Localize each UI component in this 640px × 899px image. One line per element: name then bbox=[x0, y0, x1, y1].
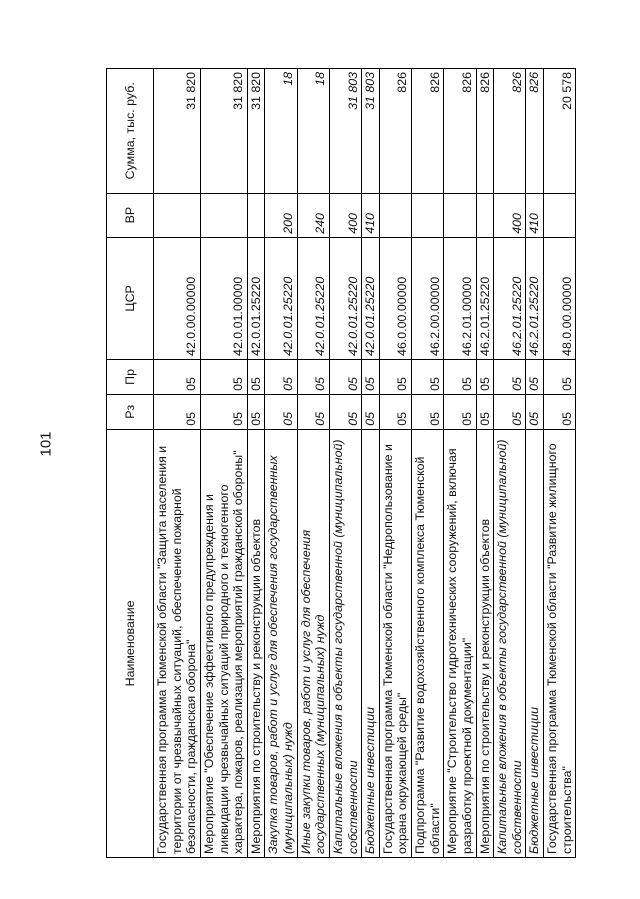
cell-pr: 05 bbox=[200, 359, 247, 394]
cell-pr: 05 bbox=[362, 359, 380, 394]
cell-rz: 05 bbox=[247, 394, 265, 429]
cell-pr: 05 bbox=[444, 359, 476, 394]
cell-csr: 42.0.00.00000 bbox=[154, 237, 201, 359]
cell-csr: 42.0.01.25220 bbox=[297, 237, 329, 359]
table-row bbox=[412, 69, 444, 858]
cell-csr: 46.2.00.00000 bbox=[412, 237, 444, 359]
cell-csr: 46.0.00.00000 bbox=[379, 237, 411, 359]
cell-sum: 826 bbox=[444, 69, 476, 194]
cell-name: Мероприятия по строительству и реконструкции объектов bbox=[247, 429, 265, 857]
cell-name: Закупка товаров, работ и услуг для обеспечения государственных (муниципальных) нужд bbox=[265, 429, 297, 857]
cell-csr: 46.2.01.00000 bbox=[444, 237, 476, 359]
table-row bbox=[444, 69, 476, 858]
cell-csr: 46.2.01.25220 bbox=[526, 237, 544, 359]
cell-pr: 05 bbox=[476, 359, 494, 394]
cell-pr: 05 bbox=[494, 359, 526, 394]
cell-vr: 400 bbox=[494, 193, 526, 237]
page-number: 101 bbox=[37, 431, 55, 457]
cell-rz: 05 bbox=[494, 394, 526, 429]
cell-sum: 826 bbox=[526, 69, 544, 194]
table-row bbox=[265, 69, 297, 858]
cell-vr bbox=[247, 193, 265, 237]
cell-name: Государственная программа Тюменской области "Развитие жилищного строительства" bbox=[544, 429, 576, 857]
cell-csr: 48.0.00.00000 bbox=[544, 237, 576, 359]
cell-csr: 42.0.01.25220 bbox=[265, 237, 297, 359]
cell-csr: 42.0.01.00000 bbox=[200, 237, 247, 359]
cell-csr: 46.2.01.25220 bbox=[476, 237, 494, 359]
cell-name: Государственная программа Тюменской области "Защита населения и территории от чрезвычайных ситуаций, обеспечение пожарной безопасности, гражданская оборона" bbox=[154, 429, 201, 857]
cell-name: Мероприятие "Обеспечение эффективного предупреждения и ликвидации чрезвычайных ситуаций природного и техногенного характера, пожаров, реализация мероприятий гражданской обороны" bbox=[200, 429, 247, 857]
cell-sum: 826 bbox=[476, 69, 494, 194]
table-row bbox=[154, 69, 201, 858]
table-row bbox=[297, 69, 329, 858]
cell-sum: 18 bbox=[265, 69, 297, 194]
cell-vr bbox=[544, 193, 576, 237]
cell-sum: 31 820 bbox=[154, 69, 201, 194]
cell-pr: 05 bbox=[154, 359, 201, 394]
cell-vr bbox=[444, 193, 476, 237]
cell-sum: 31 820 bbox=[247, 69, 265, 194]
cell-rz: 05 bbox=[154, 394, 201, 429]
cell-name: Подпрограмма "Развитие водохозяйственного комплекса Тюменской области" bbox=[412, 429, 444, 857]
table-header-row bbox=[107, 69, 154, 858]
table-row bbox=[329, 69, 361, 858]
table-row bbox=[526, 69, 544, 858]
cell-rz: 05 bbox=[265, 394, 297, 429]
cell-name: Капитальные вложения в объекты государственной (муниципальной) собственности bbox=[329, 429, 361, 857]
cell-pr: 05 bbox=[329, 359, 361, 394]
table-row bbox=[476, 69, 494, 858]
cell-vr bbox=[379, 193, 411, 237]
budget-table bbox=[106, 68, 576, 858]
cell-name: Бюджетные инвестиции bbox=[362, 429, 380, 857]
table-row bbox=[544, 69, 576, 858]
cell-name: Государственная программа Тюменской области "Недропользование и охрана окружающей среды" bbox=[379, 429, 411, 857]
cell-vr bbox=[154, 193, 201, 237]
cell-name: Капитальные вложения в объекты государственной (муниципальной) собственности bbox=[494, 429, 526, 857]
cell-vr: 410 bbox=[526, 193, 544, 237]
cell-sum: 826 bbox=[494, 69, 526, 194]
cell-sum: 20 578 bbox=[544, 69, 576, 194]
cell-name: Мероприятия по строительству и реконструкции объектов bbox=[476, 429, 494, 857]
cell-csr: 46.2.01.25220 bbox=[494, 237, 526, 359]
cell-sum: 18 bbox=[297, 69, 329, 194]
table-row bbox=[494, 69, 526, 858]
cell-pr: 05 bbox=[247, 359, 265, 394]
cell-rz: 05 bbox=[297, 394, 329, 429]
cell-rz: 05 bbox=[362, 394, 380, 429]
table-row bbox=[247, 69, 265, 858]
cell-name: Мероприятие "Строительство гидротехнических сооружений, включая разработку проектной документации" bbox=[444, 429, 476, 857]
cell-pr: 05 bbox=[412, 359, 444, 394]
header-csr: ЦСР bbox=[107, 237, 154, 359]
cell-vr bbox=[200, 193, 247, 237]
cell-vr: 200 bbox=[265, 193, 297, 237]
table-row bbox=[362, 69, 380, 858]
cell-rz: 05 bbox=[379, 394, 411, 429]
cell-sum: 826 bbox=[412, 69, 444, 194]
cell-vr: 240 bbox=[297, 193, 329, 237]
cell-pr: 05 bbox=[544, 359, 576, 394]
cell-pr: 05 bbox=[265, 359, 297, 394]
header-vr: ВР bbox=[107, 193, 154, 237]
cell-name: Иные закупки товаров, работ и услуг для обеспечения государственных (муниципальных) нужд bbox=[297, 429, 329, 857]
table-body bbox=[154, 69, 576, 858]
cell-vr: 400 bbox=[329, 193, 361, 237]
cell-csr: 42.0.01.25220 bbox=[362, 237, 380, 359]
cell-vr bbox=[476, 193, 494, 237]
cell-sum: 826 bbox=[379, 69, 411, 194]
cell-vr: 410 bbox=[362, 193, 380, 237]
cell-sum: 31 820 bbox=[200, 69, 247, 194]
cell-rz: 05 bbox=[476, 394, 494, 429]
cell-csr: 42.0.01.25220 bbox=[247, 237, 265, 359]
header-name: Наименование bbox=[107, 429, 154, 857]
table-row bbox=[379, 69, 411, 858]
cell-csr: 42.0.01.25220 bbox=[329, 237, 361, 359]
header-sum: Сумма, тыс. руб. bbox=[107, 69, 154, 194]
rotated-table-container bbox=[106, 68, 576, 858]
header-pr: Пр bbox=[107, 359, 154, 394]
cell-rz: 05 bbox=[444, 394, 476, 429]
table-row bbox=[200, 69, 247, 858]
cell-vr bbox=[412, 193, 444, 237]
cell-rz: 05 bbox=[526, 394, 544, 429]
cell-pr: 05 bbox=[526, 359, 544, 394]
cell-rz: 05 bbox=[412, 394, 444, 429]
cell-sum: 31 803 bbox=[362, 69, 380, 194]
cell-pr: 05 bbox=[297, 359, 329, 394]
cell-name: Бюджетные инвестиции bbox=[526, 429, 544, 857]
cell-rz: 05 bbox=[200, 394, 247, 429]
cell-sum: 31 803 bbox=[329, 69, 361, 194]
cell-pr: 05 bbox=[379, 359, 411, 394]
cell-rz: 05 bbox=[544, 394, 576, 429]
cell-rz: 05 bbox=[329, 394, 361, 429]
header-rz: Рз bbox=[107, 394, 154, 429]
